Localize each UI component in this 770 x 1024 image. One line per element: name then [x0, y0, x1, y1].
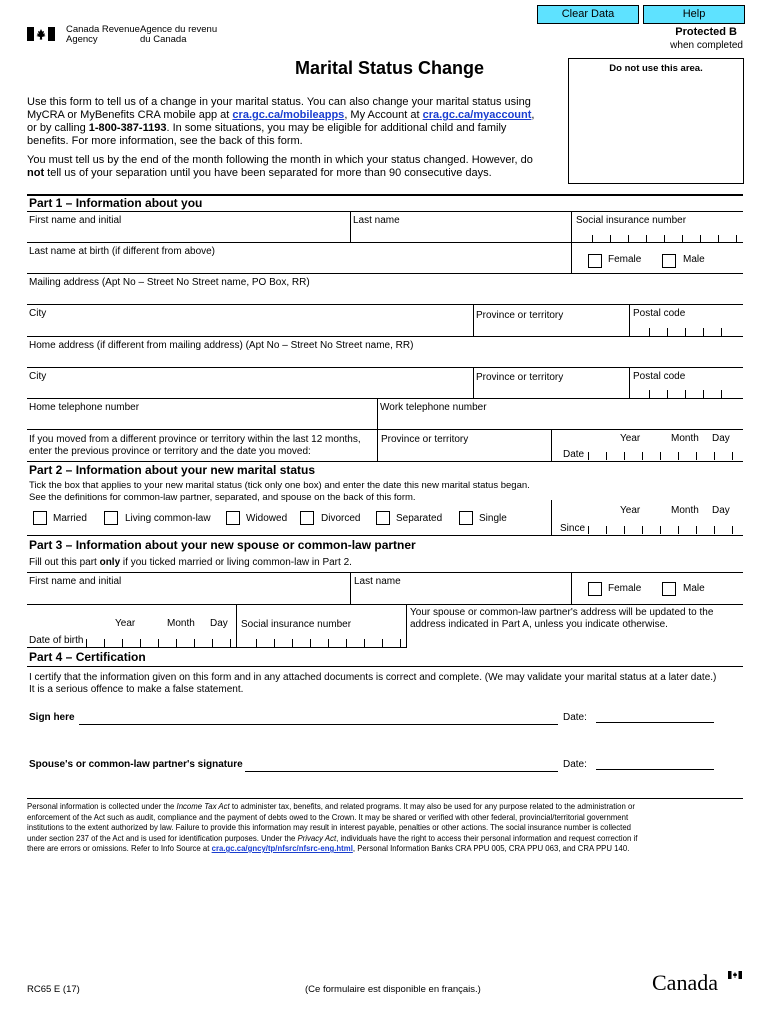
female-label: Female	[608, 254, 642, 265]
intro-paragraph-2: You must tell us by the end of the month following the month in which your status changed. However, do not tell us of your separation until you have been separated for more than 90 consecutive days.	[27, 154, 533, 179]
signature-date-field[interactable]	[596, 722, 714, 723]
spouse-male-checkbox[interactable]	[662, 582, 676, 596]
moved-day-label: Day	[712, 433, 730, 444]
divorced-label: Divorced	[321, 513, 361, 524]
intro-paragraph-1: Use this form to tell us of a change in your marital status. You can also change your marital status using MyCRA or MyBenefits CRA mobile app at cra.gc.ca/mobileapps, My Account at cra.gc.ca/myaccount, or by calling 1-800-387-1193. In some situations, you may be eligible for additional child and family benefits. For more information, see the back of this form.	[27, 96, 535, 147]
widowed-checkbox[interactable]	[226, 511, 240, 525]
male-label: Male	[683, 254, 705, 265]
home-address-label: Home address (if different from mailing address) (Apt No – Street No Street name, RR)	[29, 340, 414, 351]
moved-month-label: Month	[671, 433, 699, 444]
do-not-use-label: Do not use this area.	[609, 63, 703, 74]
work-phone-field[interactable]	[379, 413, 743, 428]
moved-date-label: Date	[563, 449, 585, 460]
separated-label: Separated	[396, 513, 443, 524]
part3-heading: Part 3 – Information about your new spouse or common-law partner	[29, 538, 416, 552]
single-label: Single	[479, 513, 507, 524]
mobileapps-link[interactable]: cra.gc.ca/mobileapps	[232, 109, 345, 121]
last-name-birth-field[interactable]	[27, 257, 570, 272]
since-month-label: Month	[671, 505, 699, 516]
since-year-label: Year	[620, 505, 641, 516]
sign-here-label: Sign here	[29, 712, 75, 723]
last-name-birth-label: Last name at birth (if different from above)	[29, 246, 216, 257]
canada-flag-icon	[27, 27, 55, 41]
clear-data-button[interactable]: Clear Data	[537, 5, 639, 24]
home-phone-label: Home telephone number	[29, 402, 140, 413]
first-name-field[interactable]	[27, 225, 350, 241]
separated-checkbox[interactable]	[376, 511, 390, 525]
postal-code-field[interactable]	[633, 328, 743, 336]
canada-wordmark: Canada	[652, 970, 718, 995]
postal-code-label: Postal code	[633, 308, 686, 319]
when-completed-label: when completed	[670, 40, 743, 51]
protected-b-label: Protected B	[675, 26, 737, 38]
mailing-address-field[interactable]	[27, 288, 743, 303]
spouse-address-note: Your spouse or common-law partner's address will be updated to the address indicated in Part A, unless you indicate otherwise.	[410, 607, 714, 630]
city-field[interactable]	[27, 319, 472, 335]
city2-label: City	[29, 371, 47, 382]
privacy-notice: Personal information is collected under the Income Tax Act to administer tax, benefits, and related programs. It may also be used for any purpose related to the administration or enforcement of the Act such as audit, compliance and the payment of debts owed to the Crown. It may be shared or verified with other federal, provincial/territorial government institutions to the extent authorized by law. Failure to provide this information may result in interest payable, penalties or other actions. The social insurance number is collected under section 237 of the Act and is used for identification purposes. Under the Privacy Act, individuals have the right to access their personal information and request correction if there are errors or omissions. Refer to Info Source at cra.gc.ca/gncy/tp/nfsrc/nfsrc-eng.html, Personal Information Banks CRA PPU 005, CRA PPU 063, and CRA PPU 140.	[27, 802, 638, 853]
prev-province-label: Province or territory	[381, 434, 469, 445]
first-name-label: First name and initial	[29, 215, 122, 226]
male-checkbox[interactable]	[662, 254, 676, 268]
spouse-female-checkbox[interactable]	[588, 582, 602, 596]
moved-date-field[interactable]	[588, 452, 743, 460]
since-date-field[interactable]	[588, 526, 743, 534]
date2-label: Date:	[563, 759, 587, 770]
agency-name-en: Canada Revenue Agency	[66, 24, 140, 45]
married-checkbox[interactable]	[33, 511, 47, 525]
spouse-sin-label: Social insurance number	[241, 619, 352, 630]
wordmark-flag-icon	[728, 966, 742, 974]
widowed-label: Widowed	[246, 513, 288, 524]
single-checkbox[interactable]	[459, 511, 473, 525]
spouse-signature-date-field[interactable]	[596, 769, 714, 770]
french-availability: (Ce formulaire est disponible en français.)	[305, 984, 481, 995]
home-address-field[interactable]	[27, 351, 743, 366]
part2-instructions: Tick the box that applies to your new marital status (tick only one box) and enter the date this new marital status began. See the definitions for common-law partner, separated, and spouse on the back of this form.	[29, 480, 530, 503]
last-name-field[interactable]	[352, 225, 570, 241]
postal-code2-label: Postal code	[633, 371, 686, 382]
city2-field[interactable]	[27, 382, 472, 397]
spouse-sin-field[interactable]	[240, 639, 405, 647]
spouse-first-name-label: First name and initial	[29, 576, 122, 587]
moved-instructions: If you moved from a different province or territory within the last 12 months, enter the previous province or territory and the date you moved:	[29, 434, 361, 457]
signature-field[interactable]	[79, 724, 558, 725]
postal-code2-field[interactable]	[633, 390, 743, 398]
dob-year-label: Year	[115, 618, 136, 629]
common-law-checkbox[interactable]	[104, 511, 118, 525]
dob-field[interactable]	[86, 639, 232, 647]
province2-label: Province or territory	[476, 372, 564, 383]
part2-heading: Part 2 – Information about your new marital status	[29, 463, 316, 477]
common-law-label: Living common-law	[125, 513, 211, 524]
myaccount-link[interactable]: cra.gc.ca/myaccount	[422, 109, 532, 121]
since-label: Since	[560, 523, 586, 534]
spouse-signature-field[interactable]	[245, 771, 558, 772]
page-title: Marital Status Change	[295, 58, 485, 78]
spouse-female-label: Female	[608, 583, 642, 594]
mailing-address-label: Mailing address (Apt No – Street No Street name, PO Box, RR)	[29, 277, 310, 288]
spouse-last-name-label: Last name	[354, 576, 401, 587]
female-checkbox[interactable]	[588, 254, 602, 268]
last-name-label: Last name	[353, 215, 400, 226]
part3-instructions: Fill out this part only if you ticked married or living common-law in Part 2.	[29, 557, 352, 568]
prev-province-field[interactable]	[379, 445, 549, 460]
spouse-male-label: Male	[683, 583, 705, 594]
certification-text: I certify that the information given on this form and in any attached documents is correct and complete. (We may validate your marital status at a later date.) It is a serious offence to make a false statement.	[29, 672, 717, 695]
part4-heading: Part 4 – Certification	[29, 650, 146, 664]
since-day-label: Day	[712, 505, 730, 516]
office-use-box	[568, 58, 744, 184]
moved-year-label: Year	[620, 433, 641, 444]
date1-label: Date:	[563, 712, 587, 723]
dob-month-label: Month	[167, 618, 195, 629]
city-label: City	[29, 308, 47, 319]
form-code: RC65 E (17)	[27, 984, 80, 995]
part1-heading: Part 1 – Information about you	[29, 196, 203, 210]
info-source-link[interactable]: cra.gc.ca/gncy/tp/nfsrc/nfsrc-eng.html	[211, 844, 353, 853]
dob-label: Date of birth	[29, 635, 84, 646]
dob-day-label: Day	[210, 618, 228, 629]
spouse-first-name-field[interactable]	[27, 587, 350, 603]
married-label: Married	[53, 513, 87, 524]
divorced-checkbox[interactable]	[300, 511, 314, 525]
agency-name-fr: Agence du revenu du Canada	[140, 24, 218, 45]
work-phone-label: Work telephone number	[380, 402, 487, 413]
spouse-last-name-field[interactable]	[352, 587, 570, 603]
spouse-signature-label: Spouse's or common-law partner's signature	[29, 759, 243, 770]
sin-label: Social insurance number	[576, 215, 687, 226]
province-label: Province or territory	[476, 310, 564, 321]
help-button[interactable]: Help	[643, 5, 745, 24]
home-phone-field[interactable]	[27, 413, 375, 428]
